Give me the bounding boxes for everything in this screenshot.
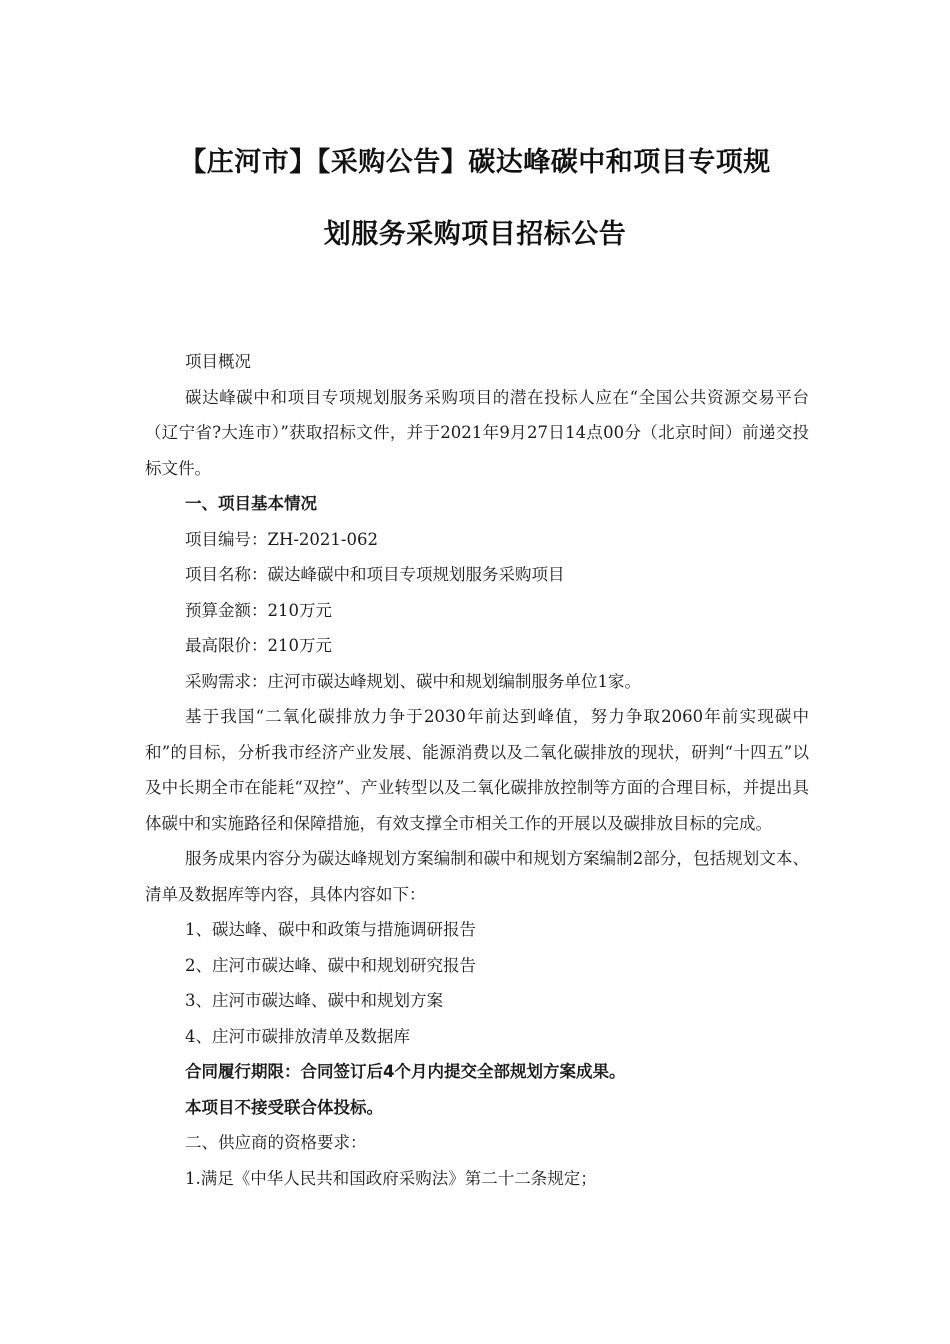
no-consortium-note: 本项目不接受联合体投标。 (185, 1097, 383, 1117)
section-2-heading: 二、供应商的资格要求： (185, 1133, 367, 1152)
budget-amount: 预算金额：210万元 (185, 600, 332, 620)
project-number: 项目编号：ZH-2021-062 (185, 529, 378, 549)
contract-period: 合同履行期限：合同签订后4个月内提交全部规划方案成果。 (185, 1062, 626, 1081)
deliverable-item: 3、庄河市碳达峰、碳中和规划方案 (185, 991, 443, 1010)
project-name: 项目名称：碳达峰碳中和项目专项规划服务采购项目 (185, 565, 565, 584)
procurement-demand: 采购需求：庄河市碳达峰规划、碳中和规划编制服务单位1家。 (185, 671, 641, 691)
max-price: 最高限价：210万元 (185, 636, 332, 655)
deliverable-item: 2、庄河市碳达峰、碳中和规划研究报告 (185, 955, 476, 975)
document-body (145, 344, 809, 1196)
deliverable-item: 4、庄河市碳排放清单及数据库 (185, 1026, 410, 1046)
qualification-item-1: 1.满足《中华人民共和国政府采购法》第二十二条规定； (185, 1168, 597, 1188)
deliverable-item: 1、碳达峰、碳中和政策与措施调研报告 (185, 920, 476, 939)
page-title-line-2: 划服务采购项目招标公告 (323, 219, 627, 250)
page-title-line-1: 【庄河市】【采购公告】碳达峰碳中和项目专项规 (179, 147, 771, 178)
section-1-heading: 一、项目基本情况 (185, 494, 317, 513)
overview-heading: 项目概况 (185, 352, 251, 371)
background-paragraph: 基于我国“二氧化碳排放力争于2030年前达到峰值，努力争取2060年前实现碳中和”的目标，分析我市经济产业发展、能源消费以及二氧化碳排放的现状，研判“十四五”以及中长期全市在能耗“双控”、产业转型以及二氧化碳排放控制等方面的合理目标，并提出具体碳中和实施路径和保障措施，有效支撑全市相关工作的开展以及碳排放目标的完成。 (145, 707, 809, 833)
overview-paragraph: 碳达峰碳中和项目专项规划服务采购项目的潜在投标人应在“全国公共资源交易平台（辽宁省?大连市）”获取招标文件，并于2021年9月27日14点00分（北京时间）前递交投标文件。 (145, 387, 809, 478)
deliverables-intro: 服务成果内容分为碳达峰规划方案编制和碳中和规划方案编制2部分，包括规划文本、清单及数据库等内容，具体内容如下： (145, 849, 809, 904)
